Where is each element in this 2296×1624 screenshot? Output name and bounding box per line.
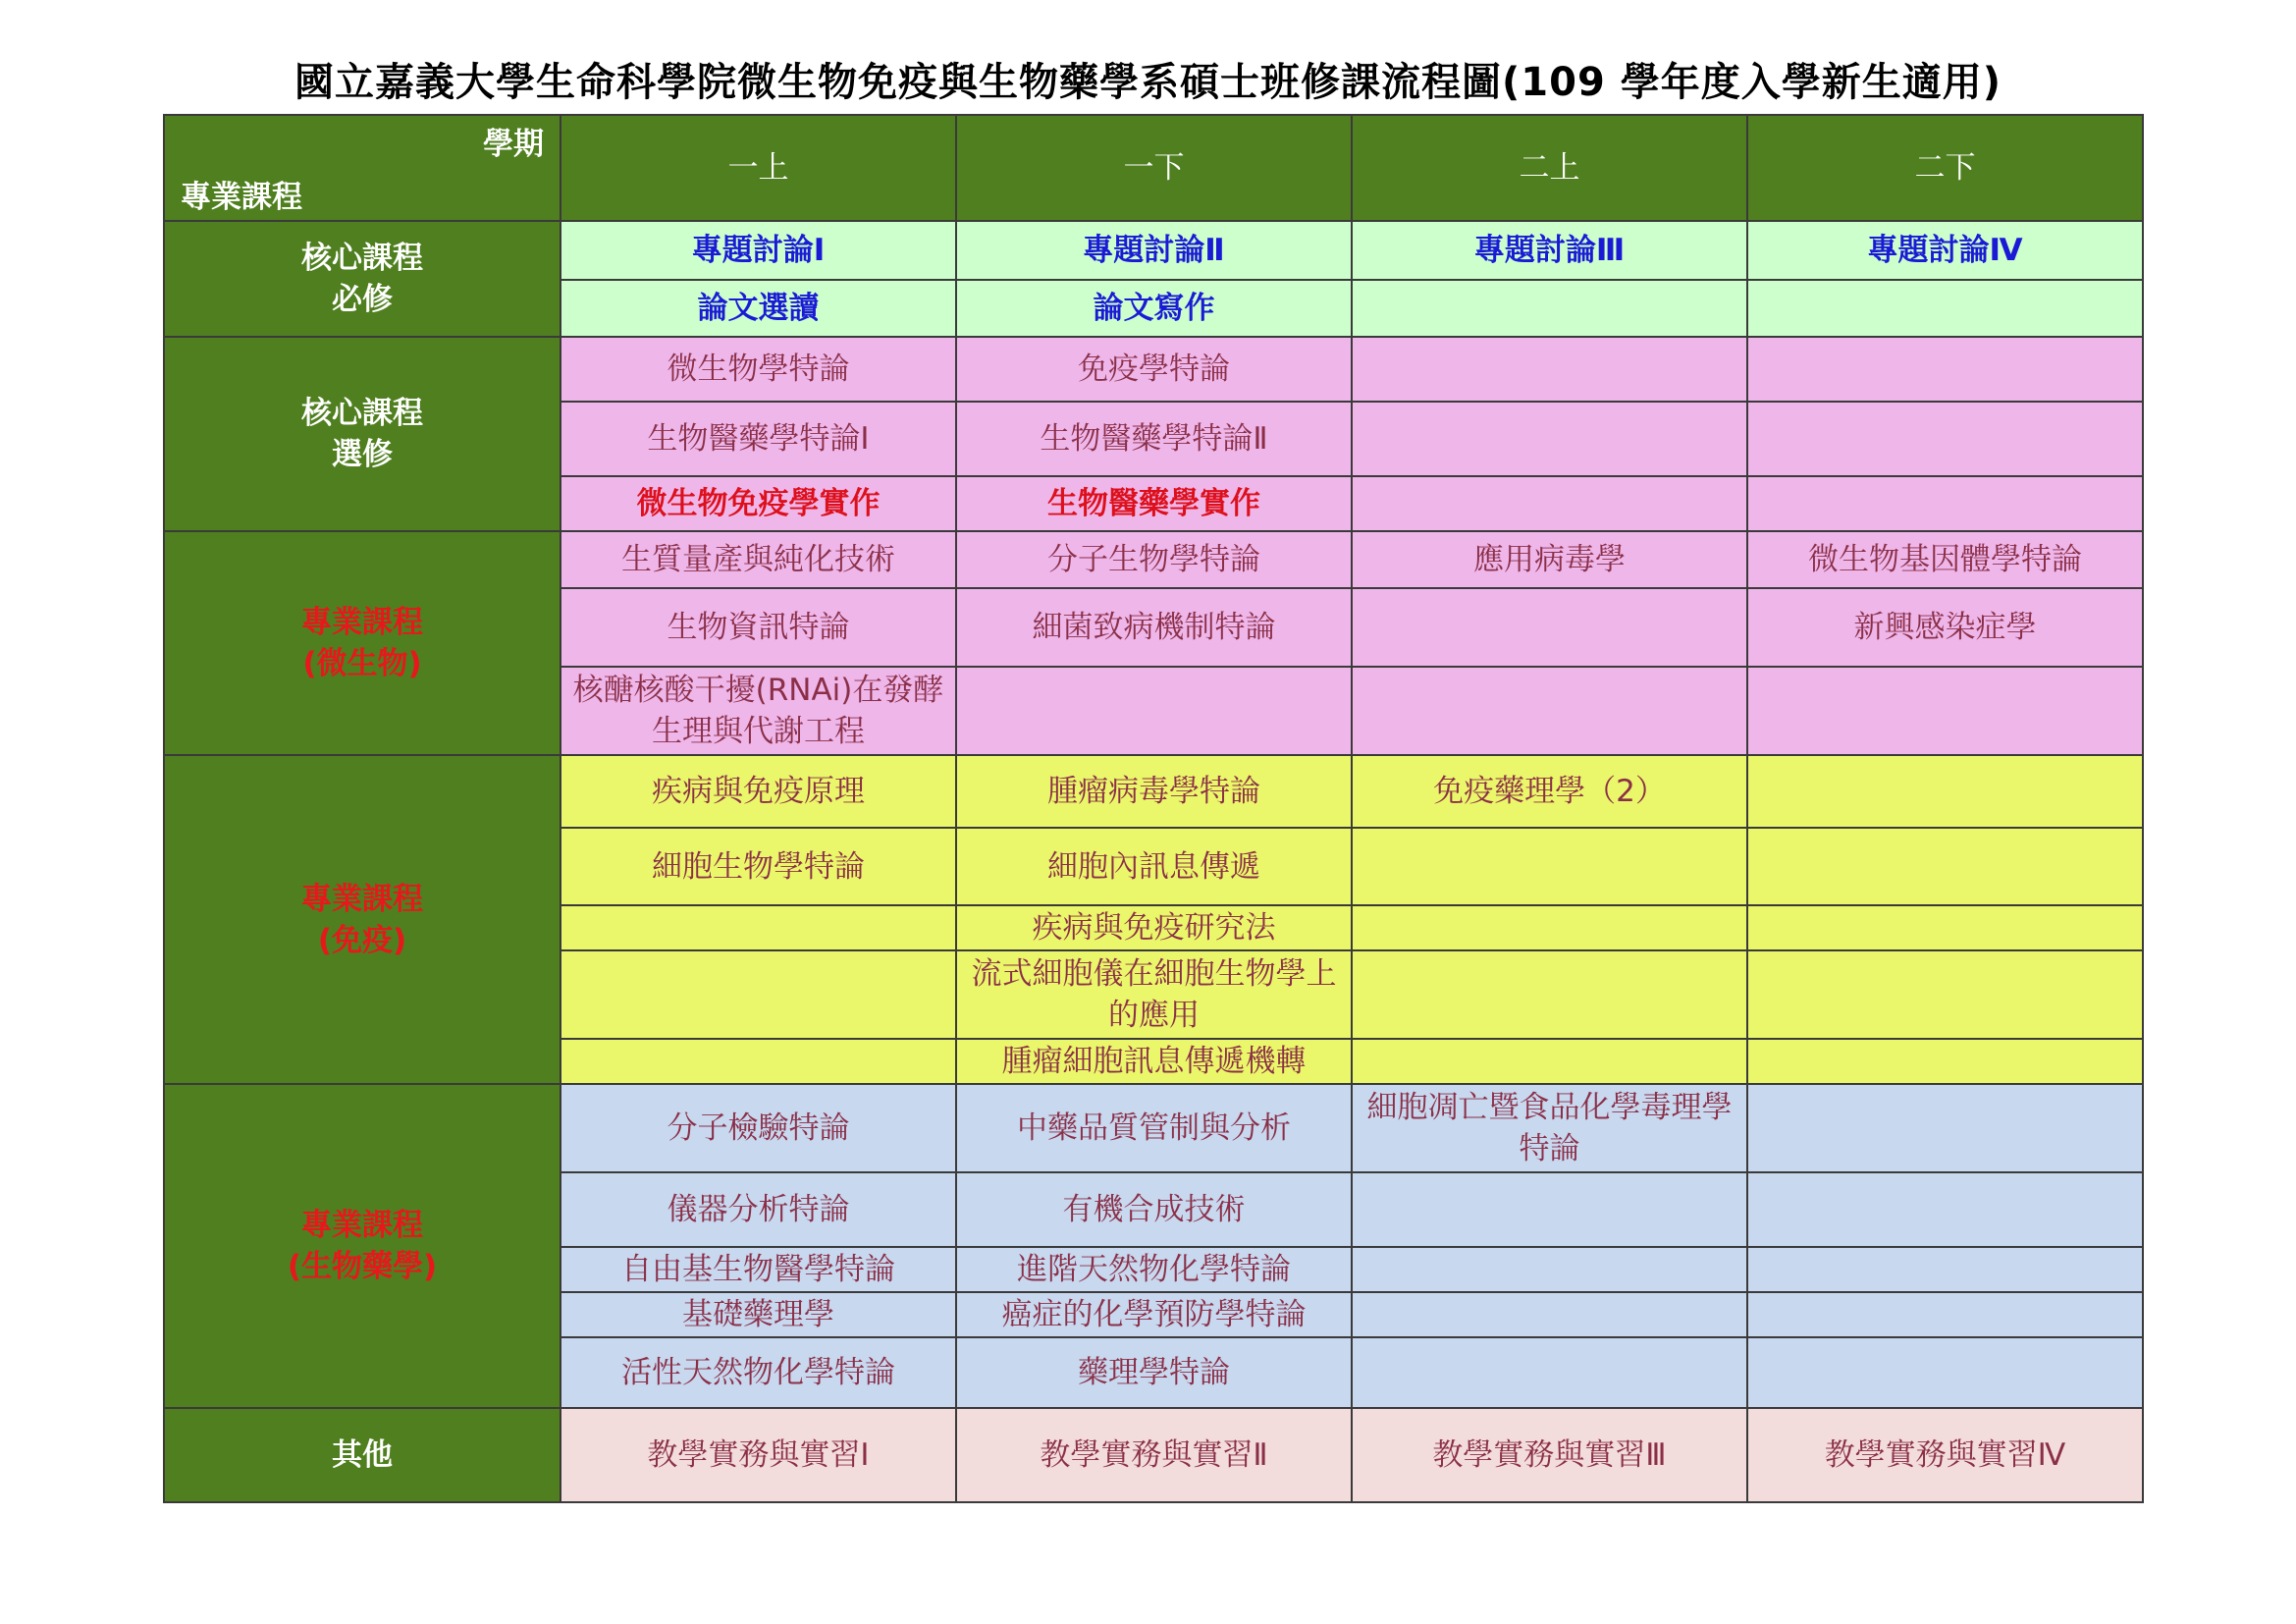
course-cell: 基礎藥理學 [561,1292,956,1337]
category-label: 專業課程 [301,1208,423,1243]
course-cell: 有機合成技術 [956,1172,1352,1247]
course-cell [1352,828,1747,905]
course-cell: 腫瘤細胞訊息傳遞機轉 [956,1039,1352,1084]
course-header-label: 專業課程 [181,180,302,215]
course-cell [1352,280,1747,337]
course-cell: 進階天然物化學特論 [956,1247,1352,1292]
course-cell: 微生物免疫學實作 [561,476,956,531]
course-cell [1747,1247,2143,1292]
course-cell: 分子生物學特論 [956,531,1352,588]
category-sublabel: 選修 [332,437,393,472]
table-row [164,531,2143,588]
course-cell: 生物醫藥學特論Ⅰ [561,402,956,476]
category-other: 其他 [164,1408,561,1502]
course-cell: 疾病與免疫研究法 [956,905,1352,950]
course-cell [1747,1039,2143,1084]
category-label: 專業課程 [301,881,423,917]
category-label: 核心課程 [301,241,423,276]
course-cell: 腫瘤病毒學特論 [956,755,1352,828]
course-cell: 論文寫作 [956,280,1352,337]
category-core-elective [164,337,561,531]
course-cell: 教學實務與實習Ⅳ [1747,1408,2143,1502]
course-cell [1352,905,1747,950]
course-cell [1747,1172,2143,1247]
course-cell: 新興感染症學 [1747,588,2143,667]
course-cell [1747,280,2143,337]
category-sublabel: (免疫) [317,922,407,958]
semester-2-1: 二上 [1352,115,1747,221]
course-cell: 藥理學特論 [956,1337,1352,1408]
course-cell: 教學實務與實習Ⅱ [956,1408,1352,1502]
course-cell: 免疫藥理學（2） [1352,755,1747,828]
page-title: 國立嘉義大學生命科學院微生物免疫與生物藥學系碩士班修課流程圖(109 學年度入學新生適用) [294,60,2002,105]
course-cell [561,1039,956,1084]
category-biopharmaceutics [164,1084,561,1408]
course-cell: 免疫學特論 [956,337,1352,402]
course-cell: 細胞凋亡暨食品化學毒理學特論 [1352,1084,1747,1172]
course-cell: 流式細胞儀在細胞生物學上的應用 [956,950,1352,1039]
course-cell: 分子檢驗特論 [561,1084,956,1172]
course-cell [1747,476,2143,531]
course-cell: 微生物學特論 [561,337,956,402]
course-cell: 癌症的化學預防學特論 [956,1292,1352,1337]
course-cell [1352,476,1747,531]
semester-1-2: 一下 [956,115,1352,221]
course-cell [1352,337,1747,402]
course-cell: 專題討論Ⅱ [956,221,1352,280]
course-cell [1352,588,1747,667]
table-row [164,221,2143,280]
semester-1-1: 一上 [561,115,956,221]
course-cell [1352,402,1747,476]
table-row [164,1408,2143,1502]
course-cell: 細胞內訊息傳遞 [956,828,1352,905]
table-row [164,755,2143,828]
course-cell: 儀器分析特論 [561,1172,956,1247]
course-cell [1352,1247,1747,1292]
course-cell: 中藥品質管制與分析 [956,1084,1352,1172]
category-label: 專業課程 [301,605,423,640]
course-cell [1747,1292,2143,1337]
course-cell: 生物醫藥學特論Ⅱ [956,402,1352,476]
course-cell [1747,1337,2143,1408]
semester-header-label: 學期 [483,127,544,162]
header-row [164,115,2143,221]
table-row [164,1084,2143,1172]
course-cell [956,667,1352,755]
table-row [164,337,2143,402]
course-cell: 生物資訊特論 [561,588,956,667]
course-cell [1747,828,2143,905]
course-cell [1747,337,2143,402]
course-cell [561,905,956,950]
category-microbiology [164,531,561,755]
course-cell: 專題討論Ⅳ [1747,221,2143,280]
course-cell [561,950,956,1039]
corner-cell [164,115,561,221]
course-cell [1747,755,2143,828]
course-cell: 教學實務與實習Ⅲ [1352,1408,1747,1502]
category-core-required [164,221,561,337]
course-cell: 應用病毒學 [1352,531,1747,588]
category-immunology [164,755,561,1084]
course-cell: 生質量產與純化技術 [561,531,956,588]
course-cell [1352,667,1747,755]
course-cell: 自由基生物醫學特論 [561,1247,956,1292]
course-cell [1747,667,2143,755]
course-cell: 細胞生物學特論 [561,828,956,905]
course-cell [1352,1337,1747,1408]
course-cell: 活性天然物化學特論 [561,1337,956,1408]
category-sublabel: (微生物) [302,646,422,681]
course-cell [1352,1039,1747,1084]
semester-2-2: 二下 [1747,115,2143,221]
course-cell: 核醣核酸干擾(RNAi)在發酵生理與代謝工程 [561,667,956,755]
course-cell [1747,905,2143,950]
course-cell [1747,950,2143,1039]
course-cell [1352,1172,1747,1247]
course-cell: 專題討論Ⅰ [561,221,956,280]
course-cell: 論文選讀 [561,280,956,337]
course-cell [1352,1292,1747,1337]
course-cell: 微生物基因體學特論 [1747,531,2143,588]
category-sublabel: (生物藥學) [287,1249,438,1284]
course-cell: 生物醫藥學實作 [956,476,1352,531]
course-cell [1747,402,2143,476]
course-cell: 教學實務與實習Ⅰ [561,1408,956,1502]
course-cell [1352,950,1747,1039]
course-flow-table [163,114,2144,1503]
course-cell: 疾病與免疫原理 [561,755,956,828]
category-label: 核心課程 [301,396,423,431]
course-cell [1747,1084,2143,1172]
category-sublabel: 必修 [332,282,393,317]
course-cell: 專題討論Ⅲ [1352,221,1747,280]
course-cell: 細菌致病機制特論 [956,588,1352,667]
